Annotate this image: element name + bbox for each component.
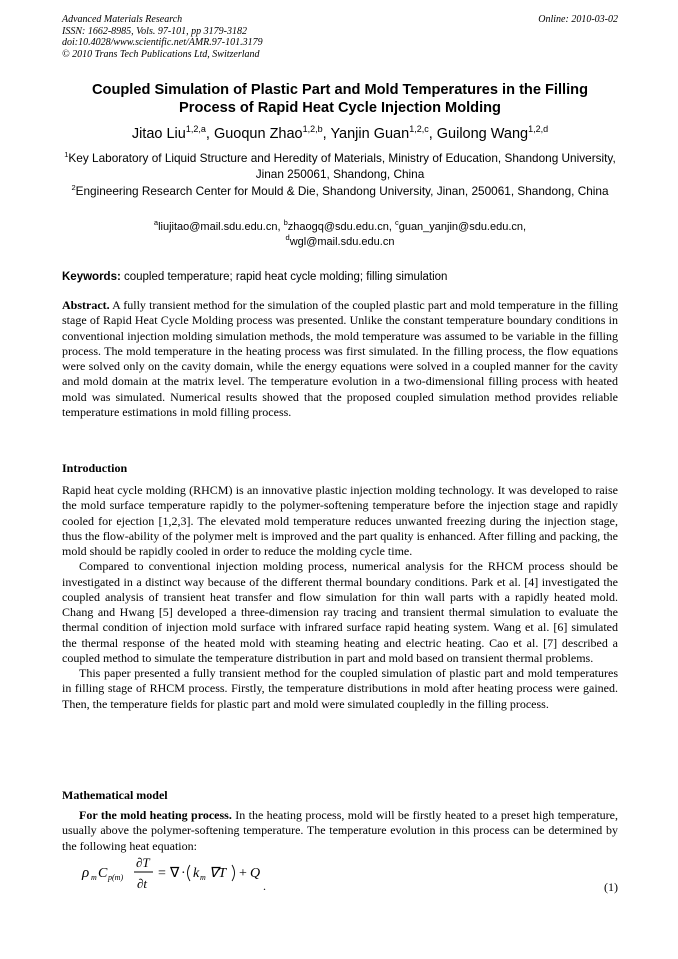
- online-date: Online: 2010-03-02: [538, 14, 618, 25]
- eq-nabla: ∇: [170, 866, 180, 881]
- eq-left-paren: [188, 865, 191, 881]
- subsection-lead: For the mold heating process.: [79, 808, 232, 822]
- issn-line: ISSN: 1662-8985, Vols. 97-101, pp 3179-3182: [62, 25, 247, 37]
- affiliation-1: [62, 150, 618, 182]
- author-name: Jitao Liu: [131, 126, 186, 142]
- eq-rho-sub: m: [91, 873, 97, 882]
- email-sup: c: [394, 218, 399, 227]
- paper-title: Coupled Simulation of Plastic Part and Mold Temperatures in the Filling Process of Rapid Heat Cycle Injection Molding: [92, 82, 588, 116]
- affiliation-sup: 2: [71, 183, 76, 192]
- eq-dot: ·: [181, 866, 186, 881]
- author-list: Jitao Liu$^{1,2,a}$, Guoqun Zhao$^{1,2,b}$, Yanjin Guan$^{1,2,c}$, Guilong Wang$^{1,2,d}$: [131, 124, 549, 142]
- email-sup: b: [283, 218, 288, 227]
- section-heading-mathematical-model: Mathematical model: [62, 788, 168, 802]
- eq-grad-t: ∇T: [209, 866, 227, 881]
- author-sup: 1,2,b: [302, 124, 323, 134]
- equation-1: [80, 852, 618, 896]
- abstract-text: A fully transient method for the simulation of the coupled plastic part and mold temperature in the filling stage of Rapid Heat Cycle Molding process was presented. Unlike the constant temperature boundary conditions in conventional injection molding simulation methods, the mold temperature was assumed to be variable in the filling process. The mold temperature in the heating process was first simulated. In the filling process, the flow equations were solved only on the cavity domain, while the energy equations were solved in a coupled manner for the cavity and mold domain at the matrix level. The temperature evolution in a two-dimensional filling process with heated mold was simulated. Numerical results showed that the proposed coupled simulation method provides reliable temperature estimations in mold filling process.: [62, 298, 618, 419]
- email-list: [62, 220, 618, 250]
- eq-c-sub: p(m): [108, 873, 124, 882]
- abstract-label: Abstract.: [62, 298, 110, 312]
- doi-line[interactable]: doi:10.4028/www.scientific.net/AMR.97-101.3179: [62, 37, 263, 48]
- copyright-line: © 2010 Trans Tech Publications Ltd, Switzerland: [62, 48, 260, 60]
- eq-equals: =: [158, 866, 166, 881]
- author-name: Guoqun Zhao: [213, 126, 303, 142]
- journal-header: [62, 14, 618, 60]
- email-sup: d: [285, 233, 290, 242]
- keywords: [62, 270, 618, 284]
- author-sup: 1,2,a: [185, 124, 206, 134]
- email-address[interactable]: wgl@mail.sdu.edu.cn: [289, 236, 395, 248]
- affiliation-text: Engineering Research Center for Mould & Die, Shandong University, Jinan, 250061, Shandong, China: [75, 184, 609, 198]
- email-address[interactable]: zhaogq@sdu.edu.cn,: [287, 221, 395, 233]
- author-sup: 1,2,c: [409, 124, 429, 134]
- email-address[interactable]: liujitao@mail.sdu.edu.cn,: [158, 221, 284, 233]
- author-name: Guilong Wang: [436, 126, 529, 142]
- author-name: Yanjin Guan: [330, 126, 410, 142]
- eq-k: k: [193, 866, 200, 881]
- author-sup: 1,2,d: [528, 124, 549, 134]
- eq-rho: ρ: [82, 865, 90, 881]
- keywords-label: Keywords:: [62, 271, 121, 283]
- heat-equation-formula: [80, 852, 280, 896]
- paragraph: Compared to conventional injection molding process, numerical analysis for the RHCM process should be investigated in a distinct way because of the different thermal boundary conditions. Park et al. [4] investigated the coupled analysis of transient heat transfer and flow simulation for thin wall parts with a rapidly heated mold. Chang and Hwang [5] developed a three-dimension ray tracing and transient thermal simulation to evaluate the thermal condition of injection mold surface with infrared surface rapid heating system. Wang et al. [6] simulated the thermal response of the heated mold with steaming heating and electric heating. Cao et al. [7] described a coupled method to simulate the temperature distribution in part and mold based on transient thermal problems.: [62, 559, 618, 665]
- paragraph: This paper presented a fully transient method for the coupled simulation of plastic part and mold temperatures in filling stage of RHCM process. Firstly, the temperature distributions in mold after heating process were gained. Then, the temperature fields for plastic part and mold were simulated coupledly in the filling process.: [62, 666, 618, 711]
- affiliation-2: [62, 183, 618, 199]
- section-heading-introduction: Introduction: [62, 461, 128, 475]
- affiliation-text: Key Laboratory of Liquid Structure and Heredity of Materials, Ministry of Education, Shandong University, Jinan 250061, Shandong, China: [68, 151, 616, 181]
- email-address[interactable]: guan_yanjin@sdu.edu.cn,: [398, 221, 527, 233]
- math-model-body: [62, 808, 618, 854]
- keywords-text: coupled temperature; rapid heat cycle molding; filling simulation: [120, 271, 448, 283]
- eq-plus: +: [239, 866, 247, 881]
- eq-denominator: ∂t: [137, 876, 148, 891]
- email-sup: a: [153, 218, 159, 227]
- math-model-text: In the heating process, mold will be firstly heated to a preset high temperature, usually above the polymer-softening temperature. The temperature evolution in this process can be determined by the following heat equation:: [62, 808, 618, 853]
- equation-number: (1): [604, 880, 618, 894]
- eq-q: Q: [250, 866, 261, 881]
- affiliation-sup: 1: [64, 150, 69, 159]
- eq-numerator: ∂T: [136, 855, 150, 870]
- journal-name: Advanced Materials Research: [62, 14, 183, 25]
- paragraph: Rapid heat cycle molding (RHCM) is an innovative plastic injection molding technology. It was developed to raise the mold surface temperature rapidly to the polymer-softening temperature before the injection stage and rapidly cooled for ejection [1,2,3]. The elevated mold temperature reduces unwanted freezing during the injection stage, thus the flow-ability of the polymer melt is improved and the part quality is enhanced. After filling and packing, the mold should be rapidly cooled in order to reduce the molding cycle time.: [62, 483, 618, 558]
- eq-period: .: [263, 879, 266, 893]
- eq-right-paren: [232, 865, 235, 881]
- eq-c: C: [98, 866, 108, 881]
- eq-k-sub: m: [200, 873, 206, 882]
- abstract: [62, 298, 618, 420]
- introduction-body: [62, 483, 618, 712]
